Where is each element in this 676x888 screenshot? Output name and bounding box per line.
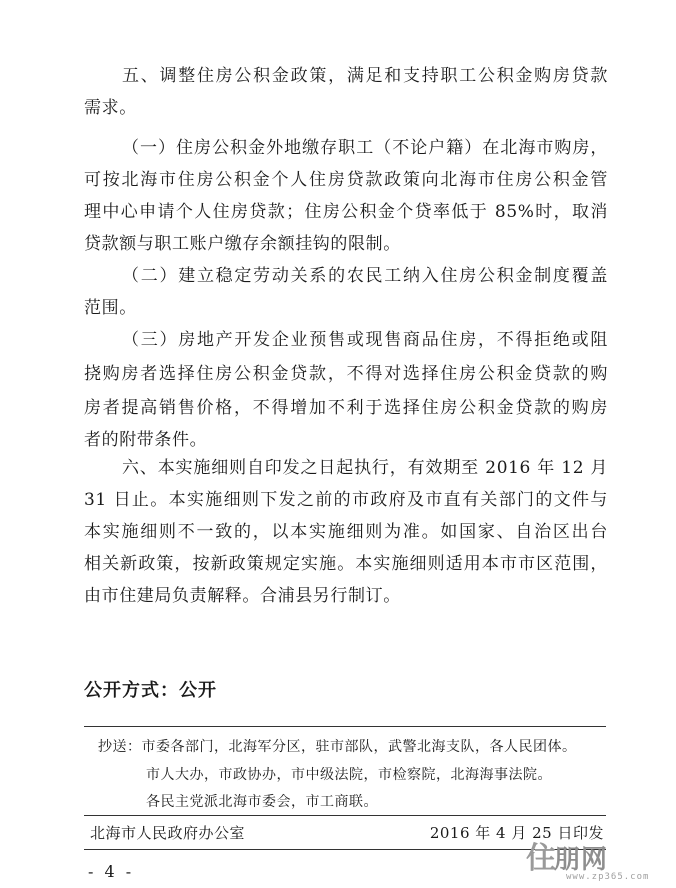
paragraph-line: （一）住房公积金外地缴存职工（不论户籍）在北海市购房， [122,138,608,158]
paragraph-line: 贷款额与职工账户缴存余额挂钩的限制。 [84,234,401,254]
paragraph-line: （二）建立稳定劳动关系的农民工纳入住房公积金制度覆盖 [122,266,608,286]
issue-date: 2016 年 4 月 25 日印发 [429,824,604,842]
paragraph-line: 可按北海市住房公积金个人住房贷款政策向北海市住房公积金管 [84,170,608,190]
paragraph-line: 房者提高销售价格，不得增加不利于选择住房公积金贷款的购房 [84,398,608,418]
paragraph-line: 挠购房者选择住房公积金贷款，不得对选择住房公积金贷款的购 [84,364,608,384]
paragraph-line: 者的附带条件。 [84,430,208,450]
paragraph-line: 六、本实施细则自印发之日起执行，有效期至 2016 年 12 月 [122,458,608,478]
watermark-logo [526,841,666,884]
issuer: 北海市人民政府办公室 [90,824,246,842]
cc-line-3: 各民主党派北海市委会，市工商联。 [146,794,378,810]
watermark-mark: 住 [526,841,556,876]
watermark-url: www.zp365.com [566,872,650,882]
page-number: - 4 - [88,862,135,881]
paragraph-line: 由市住建局负责解释。合浦县另行制订。 [84,586,401,606]
paragraph-line: 31 日止。本实施细则下发之前的市政府及市直有关部门的文件与 [84,490,608,510]
paragraph-line: 需求。 [84,98,137,118]
paragraph-line: 五、调整住房公积金政策，满足和支持职工公积金购房贷款 [122,66,608,86]
cc-line-2: 市人大办，市政协办，市中级法院，市检察院，北海海事法院。 [146,767,552,783]
paragraph-line: 范围。 [84,298,137,318]
paragraph-line: （三）房地产开发企业预售或现售商品住房，不得拒绝或阻 [122,330,608,350]
cc-line-1: 抄送：市委各部门，北海军分区，驻市部队，武警北海支队，各人民团体。 [98,739,577,755]
paragraph-line: 相关新政策，按新政策规定实施。本实施细则适用本市市区范围， [84,554,608,574]
paragraph-line: 理中心申请个人住房贷款；住房公积金个贷率低于 85%时，取消 [84,202,608,222]
paragraph-line: 本实施细则不一致的，以本实施细则为准。如国家、自治区出台 [84,522,608,542]
watermark-text: 朋网 [554,845,609,875]
divider-middle [84,815,606,816]
disclosure-heading: 公开方式：公开 [84,680,217,701]
divider-top [84,726,606,727]
